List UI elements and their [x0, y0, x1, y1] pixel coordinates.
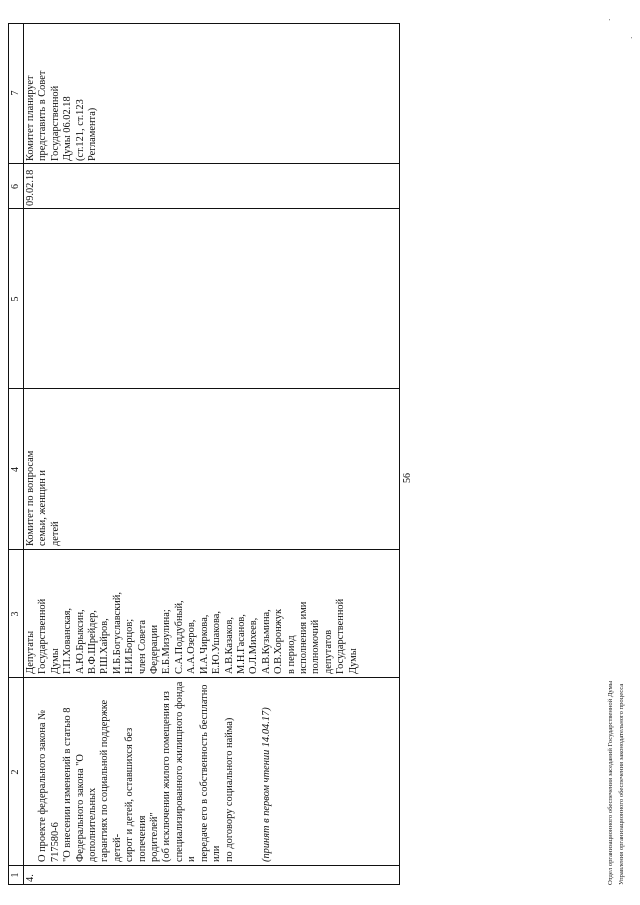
date-value: 09.02.18 [25, 169, 36, 206]
column-header-6: 6 [10, 184, 21, 189]
row-number: 4. [25, 874, 36, 882]
bill-title: О проекте федерального закона № 717580-6 "О внесении изменений в статью 8 Федерального закона "О дополнительных гарантиях по социальной поддержке детей- сирот и детей, оставшихся без попечения родителей" (об исключении жилого помещения из специализированного жилищного фонда и передаче его в собственность бесплатно или по договору социального найма) [37, 681, 235, 862]
column-divider [9, 388, 399, 389]
column-header-1: 1 [10, 872, 21, 878]
column-divider [9, 865, 399, 866]
footer-line-2: Управления организационного обеспечения законодательного процесса [618, 683, 625, 885]
column-divider [9, 677, 399, 678]
agenda-table [8, 23, 400, 885]
bill-description [25, 680, 273, 862]
scan-mark: · [606, 18, 614, 21]
column-divider [9, 163, 399, 164]
remark: Комитет планирует представить в Совет Государственной Думы 06.02.18 (ст.121, ст.123 Регламента) [25, 70, 99, 161]
column-header-7: 7 [10, 90, 21, 96]
column-header-3: 3 [10, 611, 21, 617]
column-header-2: 2 [10, 769, 21, 775]
responsible-committee: Комитет по вопросам семьи, женщин и детей [25, 450, 61, 546]
footer-line-1: Отдел организационного обеспечения заседаний Государственной Думы [607, 680, 614, 885]
page-number: 56 [402, 473, 413, 483]
column-divider [9, 208, 399, 209]
column-divider [9, 549, 399, 550]
bill-authors: Депутаты Государственной Думы Г.П.Хованская, А.Ю.Брыксин, В.Ф.Шрейдер, Р.Ш.Хайров, И.Б.Богуславский, Н.И.Борцов; член Совета Федерации Е.Б.Мизулина; С.А.Поддубный, А.А.Озеров, И.А.Чиркова, Е.Ю.Ушакова, А.В.Казаков, М.Н.Гасанов, О.Л.Михеев, А.В.Кузьмина, О.В.Хоронжук в период исполнения ими полномочий депутатов Государственной Думы [25, 592, 359, 674]
scan-mark: · [628, 36, 636, 39]
bill-reading-note: (принят в первом чтении 14.04.17) [260, 707, 272, 862]
column-header-5: 5 [10, 296, 21, 302]
column-header-4: 4 [10, 467, 21, 472]
